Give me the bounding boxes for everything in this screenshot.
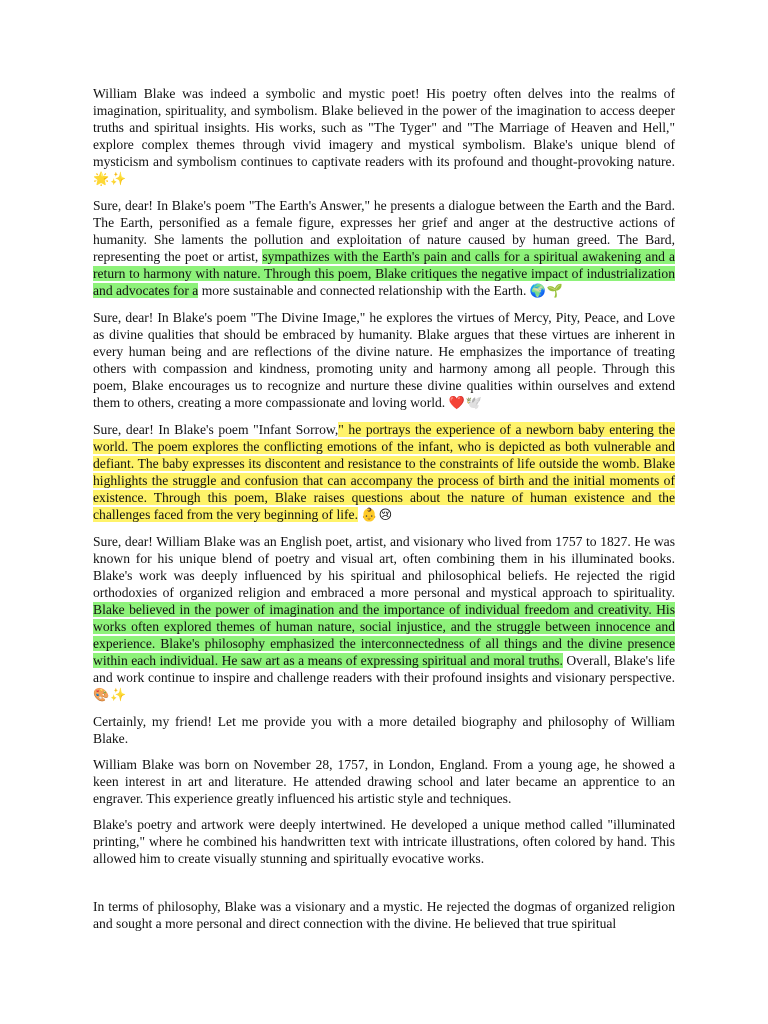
paragraph-philosophy [93, 898, 675, 932]
paragraph-blake-overview [93, 533, 675, 704]
paragraph-text: Blake's poetry and artwork were deeply intertwined. He developed a unique method called "illuminated printing," where he combined his handwritten text with intricate illustrations, often colored by hand. This allowed him to create visually stunning and spiritually evocative works. [93, 817, 675, 866]
earth-seedling-icon: 🌍🌱 [529, 284, 565, 299]
highlighted-text-green: Blake believed in the power of imagination and the importance of individual freedom and creativity. His works often explored themes of human nature, social injustice, and the struggle between innocence and experience. Blake's philosophy emphasized the interconnectedness of all things and the divine presence within each individual. He saw art as a means of expressing spiritual and moral truths. [93, 602, 675, 668]
paragraph-text: Sure, dear! William Blake was an English poet, artist, and visionary who lived from 1757 to 1827. He was known for his unique blend of poetry and visual art, often combining them in his illuminated books. Blake's work was deeply influenced by his spiritual and philosophical beliefs. He rejected the rigid orthodoxies of organized religion and embraced a more personal and mystical approach to spirituality. [93, 534, 675, 600]
paragraph-illuminated-printing [93, 816, 675, 867]
palette-sparkle-icon: 🎨✨ [93, 688, 128, 703]
paragraph-text: Sure, dear! In Blake's poem "Infant Sorrow, [93, 422, 339, 437]
paragraph-mystic-poet [93, 85, 675, 188]
baby-crying-icon: 👶😢 [361, 508, 394, 523]
paragraph-text: more sustainable and connected relationship with the Earth. [198, 283, 530, 298]
paragraph-text: William Blake was born on November 28, 1757, in London, England. From a young age, he showed a keen interest in art and literature. He attended drawing school and later became an apprentice to an engraver. This experience greatly influenced his artistic style and techniques. [93, 757, 675, 806]
paragraph-early-life [93, 756, 675, 807]
paragraph-text: William Blake was indeed a symbolic and mystic poet! His poetry often delves into the realms of imagination, spirituality, and symbolism. Blake believed in the power of the imagination to access deeper truths and spiritual insights. His works, such as "The Tyger" and "The Marriage of Heaven and Hell," explore complex themes through vivid imagery and mystical symbolism. Blake's unique blend of mysticism and symbolism continues to captivate readers with its profound and thought-provoking nature. [93, 86, 675, 169]
paragraph-divine-image [93, 309, 675, 412]
paragraph-text: Sure, dear! In Blake's poem "The Earth's Answer," he presents a dialogue between the Earth and the Bard. The Earth, personified as a female figure, expresses her grief and anger at the destructive actions of humanity. She laments the pollution and exploitation of nature caused by human greed. The Bard, representing the poet or artist, [93, 198, 675, 264]
paragraph-text: Overall, Blake's life and work continue to inspire and challenge readers with their profound insights and visionary perspective. [93, 653, 675, 685]
paragraph-text: Sure, dear! In Blake's poem "The Divine Image," he explores the virtues of Mercy, Pity, Peace, and Love as divine qualities that should be embraced by humanity. Blake argues that these virtues are inherent in every human being and are reflections of the divine nature. He emphasizes the importance of treating others with compassion and kindness, promoting unity and harmony among all people. Through this poem, Blake encourages us to recognize and nurture these divine qualities within ourselves and extend them to others, creating a more compassionate and loving world. [93, 310, 675, 410]
paragraph-earths-answer [93, 197, 675, 300]
heart-dove-icon: ❤️🕊️ [448, 396, 483, 411]
paragraph-biography-intro [93, 713, 675, 747]
star-sparkle-icon: 🌟✨ [93, 172, 128, 187]
paragraph-text: Certainly, my friend! Let me provide you with a more detailed biography and philosophy of William Blake. [93, 714, 675, 746]
highlighted-text-yellow: " he portrays the experience of a newborn baby entering the world. The poem explores the conflicting emotions of the infant, who is depicted as both vulnerable and defiant. The baby expresses its discontent and resistance to the constraints of life outside the womb. Blake highlights the struggle and confusion that can accompany the process of birth and the initial moments of existence. Through this poem, Blake raises questions about the nature of human existence and the challenges faced from the very beginning of life. [93, 422, 675, 522]
highlighted-text-green: sympathizes with the Earth's pain and calls for a spiritual awakening and a return to harmony with nature. Through this poem, Blake critiques the negative impact of industrialization and advocates for a [93, 249, 675, 298]
paragraph-text: In terms of philosophy, Blake was a visionary and a mystic. He rejected the dogmas of organized religion and sought a more personal and direct connection with the divine. He believed that true spiritual [93, 899, 675, 931]
paragraph-infant-sorrow [93, 421, 675, 524]
